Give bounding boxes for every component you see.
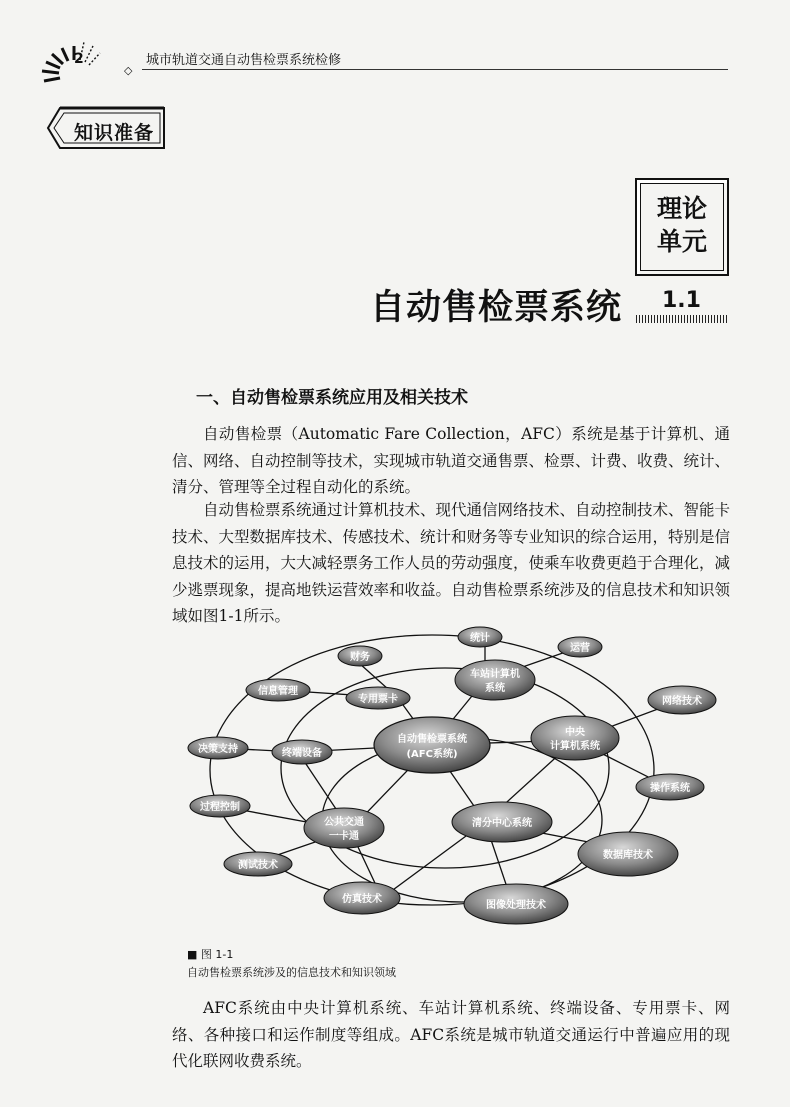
node-simulation-label: 仿真技术 (342, 894, 382, 905)
node-testing (224, 852, 292, 876)
node-station-computer (455, 660, 535, 700)
node-station-line-2: 系统 (485, 683, 505, 694)
node-process (190, 795, 250, 817)
paragraph-2 (172, 497, 730, 630)
node-clearing-label: 清分中心系统 (472, 818, 532, 829)
node-center-line-2: (AFC系统) (406, 749, 458, 760)
node-card (346, 687, 410, 709)
node-tongji (458, 627, 502, 647)
paragraph-3 (172, 995, 730, 1075)
diamond-bullet-icon: ◇ (124, 64, 133, 77)
unit-box-line-2: 单元 (656, 227, 707, 256)
chapter-number: 1.1 (662, 288, 701, 313)
running-header (0, 0, 790, 90)
knowledge-prep-label: 知识准备 (74, 122, 155, 144)
section-heading: 一、自动售检票系统应用及相关技术 (196, 388, 468, 408)
paragraph-1-text: 自动售检票（Automatic Fare Collection，AFC）系统是基于计算机、通信、网络、自动控制等技术，实现城市轨道交通售票、检票、计费、收费、统计、清分、管理等全过程自动化的系统。 (172, 425, 731, 496)
unit-box-line-1: 理论 (656, 194, 707, 223)
theory-unit-box (635, 178, 729, 276)
paragraph-3-text: AFC系统由中央计算机系统、车站计算机系统、终端设备、专用票卡、网络、各种接口和运作制度等组成。AFC系统是城市轨道交通运行中普遍应用的现代化联网收费系统。 (172, 999, 730, 1070)
node-yunying-label: 运营 (570, 643, 590, 654)
node-decision-label: 决策支持 (198, 744, 238, 755)
node-xinxi (246, 679, 310, 701)
node-xinxi-label: 信息管理 (258, 686, 298, 697)
sunburst-ornament-icon (30, 20, 110, 110)
chapter-number-hatch (636, 315, 728, 323)
node-transit-line-2: 一卡通 (329, 831, 359, 842)
figure-1-1 (170, 620, 730, 940)
node-image-label: 图像处理技术 (486, 900, 546, 911)
node-database-label: 数据库技术 (603, 850, 653, 861)
node-central-computer (531, 716, 619, 760)
paragraph-1 (172, 421, 730, 501)
node-card-label: 专用票卡 (358, 694, 398, 705)
paragraph-2-text: 自动售检票系统通过计算机技术、现代通信网络技术、自动控制技术、智能卡技术、大型数据库技术、传感技术、统计和财务等专业知识的综合运用，特别是信息技术的运用，大大减轻票务工作人员的劳动强度，使乘车收费更趋于合理化，减少逃票现象，提高地铁运营效率和收益。自动售检票系统涉及的信息技术和知识领域如图1-1所示。 (172, 501, 731, 625)
node-simulation (324, 882, 400, 914)
node-operating-system (636, 774, 704, 800)
node-center (374, 717, 490, 773)
header-rule (142, 69, 728, 70)
node-database (578, 832, 678, 876)
node-operate-label: 操作系统 (650, 783, 690, 794)
node-decision (188, 737, 248, 759)
node-transit-card (304, 808, 384, 848)
node-network (648, 686, 716, 714)
figure-caption-text: 自动售检票系统涉及的信息技术和知识领域 (187, 966, 396, 979)
node-terminal-label: 终端设备 (282, 748, 322, 759)
node-station-line-1: 车站计算机 (470, 669, 520, 680)
node-transit-line-1: 公共交通 (324, 817, 364, 828)
node-image (464, 884, 568, 924)
node-testing-label: 测试技术 (238, 860, 278, 871)
node-central-line-1: 中央 (565, 727, 585, 738)
figure-caption-number: ■ 图 1-1 (187, 948, 234, 961)
chapter-title: 自动售检票系统 (370, 287, 623, 328)
node-terminal (272, 740, 332, 764)
node-caiwu-label: 财务 (350, 652, 370, 663)
book-title: 城市轨道交通自动售检票系统检修 (146, 53, 342, 68)
node-tongji-label: 统计 (470, 633, 490, 644)
node-clearing (452, 802, 552, 842)
node-process-label: 过程控制 (200, 802, 240, 813)
node-central-line-2: 计算机系统 (550, 741, 600, 752)
page-number: 2 (74, 51, 84, 67)
node-center-line-1: 自动售检票系统 (397, 734, 467, 745)
node-caiwu (338, 646, 382, 666)
node-network-label: 网络技术 (662, 696, 702, 707)
afc-technology-diagram (170, 620, 730, 940)
node-yunying (558, 637, 602, 657)
